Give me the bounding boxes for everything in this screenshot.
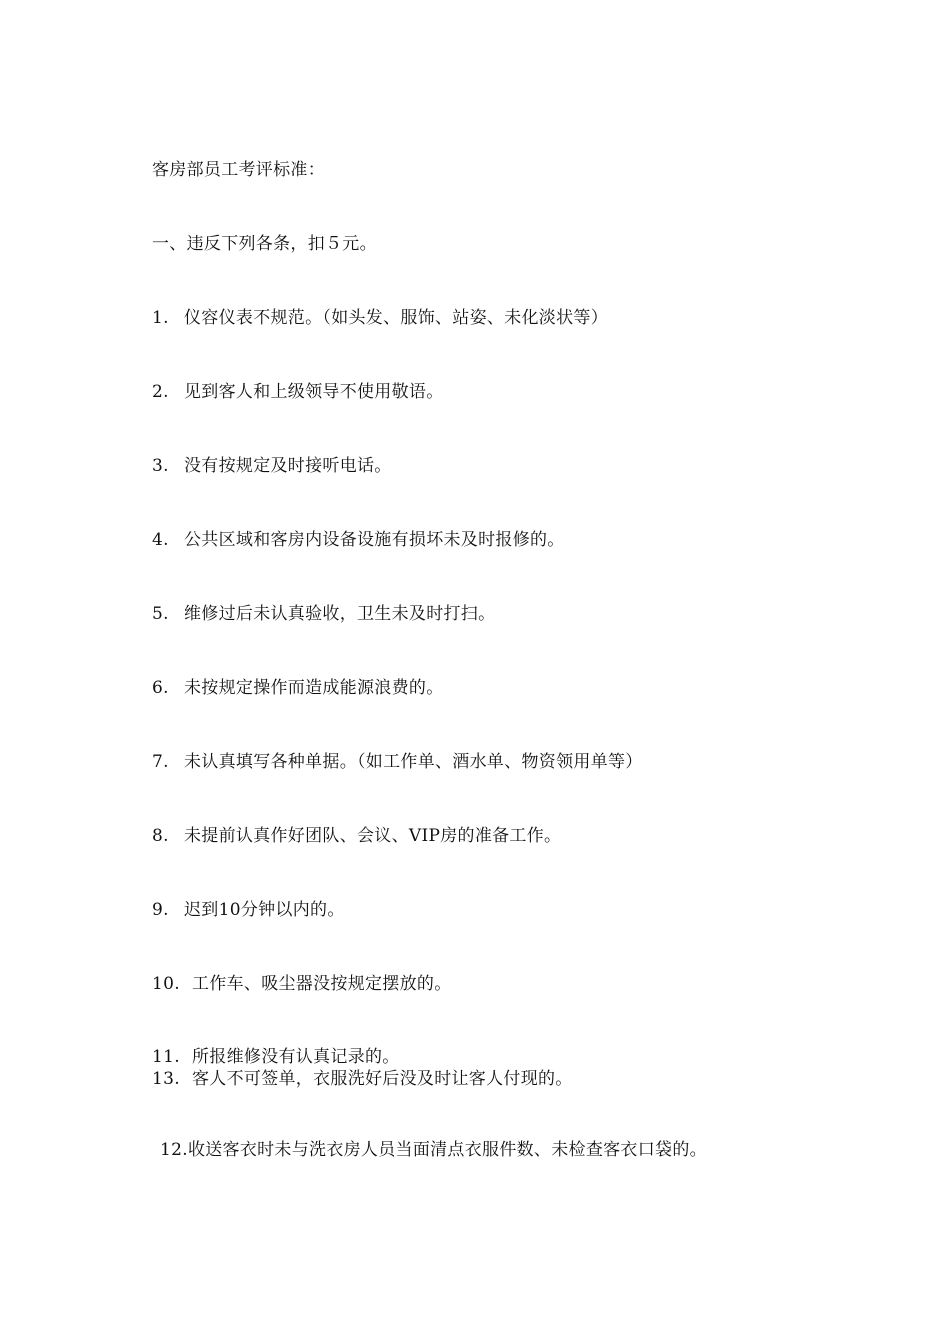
list-item (152, 751, 643, 773)
item-number: 13. (152, 1069, 180, 1089)
item-number: 12. (160, 1140, 188, 1160)
item-number: 10. (152, 974, 180, 994)
document-title: 客房部员工考评标准： (152, 160, 325, 180)
item-number: 4. (152, 530, 169, 550)
list-item (160, 1139, 707, 1161)
item-text: 未提前认真作好团队、会议、VIP房的准备工作。 (184, 826, 562, 846)
list-item (152, 677, 444, 699)
item-text: 维修过后未认真验收，卫生未及时打扫。 (184, 604, 496, 624)
item-number: 7. (152, 752, 169, 772)
item-text: 客人不可签单，衣服洗好后没及时让客人付现的。 (192, 1069, 573, 1089)
item-number: 8. (152, 826, 169, 846)
item-number: 2. (152, 382, 169, 402)
list-item (152, 973, 452, 995)
item-text: 未认真填写各种单据。（如工作单、酒水单、物资领用单等） (184, 752, 643, 772)
item-number: 5. (152, 604, 169, 624)
list-item (152, 1068, 573, 1090)
item-number: 1. (152, 308, 169, 328)
item-text: 仪容仪表不规范。（如头发、服饰、站姿、未化淡状等） (184, 308, 608, 328)
list-item (152, 307, 608, 329)
item-text: 所报维修没有认真记录的。 (192, 1047, 400, 1067)
list-item (152, 529, 565, 551)
list-item (152, 825, 561, 847)
item-text: 工作车、吸尘器没按规定摆放的。 (192, 974, 452, 994)
item-number: 11. (152, 1047, 180, 1067)
list-item (152, 455, 392, 477)
item-text: 未按规定操作而造成能源浪费的。 (184, 678, 444, 698)
item-number: 6. (152, 678, 169, 698)
item-text: 公共区域和客房内设备设施有损坏未及时报修的。 (184, 530, 565, 550)
item-text: 见到客人和上级领导不使用敬语。 (184, 382, 444, 402)
item-number: 3. (152, 456, 169, 476)
list-item (152, 381, 444, 403)
item-text: 没有按规定及时接听电话。 (184, 456, 392, 476)
section-heading: 一、违反下列各条，扣５元。 (152, 234, 377, 254)
item-text: 收送客衣时未与洗衣房人员当面清点衣服件数、未检查客衣口袋的。 (187, 1140, 707, 1160)
list-item (152, 1046, 400, 1068)
list-item (152, 603, 495, 625)
list-item (152, 899, 345, 921)
item-number: 9. (152, 900, 169, 920)
item-text: 迟到10分钟以内的。 (184, 900, 345, 920)
